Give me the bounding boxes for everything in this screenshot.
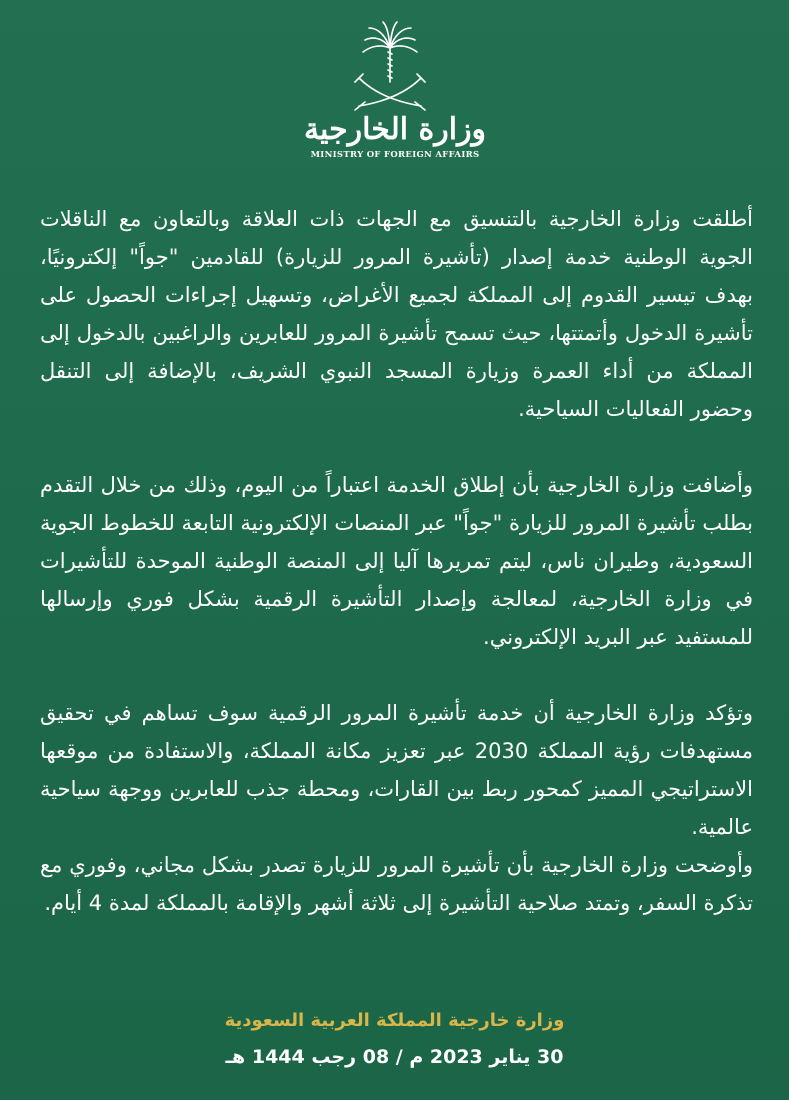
paragraph-4: وأوضحت وزارة الخارجية بأن تأشيرة المرور للزيارة تصدر بشكل مجاني، وفوري مع تذكرة السفر، وتمتد صلاحية التأشيرة إلى ثلاثة أشهر والإقامة بالمملكة لمدة 4 أيام. — [40, 853, 753, 915]
statement-body — [40, 200, 753, 922]
paragraph-1: أطلقت وزارة الخارجية بالتنسيق مع الجهات ذات العلاقة وبالتعاون مع الناقلات الجوية الوطنية خدمة إصدار (تأشيرة المرور للزيارة) للقادمين "جواً" إلكترونيًا، بهدف تيسير القدوم إلى المملكة لجميع الأغراض، وتسهيل إجراءات الحصول على تأشيرة الدخول وأتمتتها، حيث تسمح تأشيرة المرور للعابرين والراغبين بالدخول إلى المملكة من أداء العمرة وزيارة المسجد النبوي الشريف، بالإضافة إلى التنقل وحضور الفعاليات السياحية. — [40, 207, 753, 421]
ministry-name-english: MINISTRY OF FOREIGN AFFAIRS — [310, 150, 480, 160]
footer-organization: وزارة خارجية المملكة العربية السعودية — [224, 1010, 565, 1031]
paragraph-3: وتؤكد وزارة الخارجية أن خدمة تأشيرة المرور الرقمية سوف تساهم في تحقيق مستهدفات رؤية المملكة 2030 عبر تعزيز مكانة المملكة، والاستفادة من موقعها الاستراتيجي المميز كمحور ربط بين القارات، ومحطة جذب للعابرين ووجهة سياحية عالمية. — [40, 701, 753, 839]
paragraph-2: وأضافت وزارة الخارجية بأن إطلاق الخدمة اعتباراً من اليوم، وذلك من خلال التقدم بطلب تأشيرة المرور للزيارة "جواً" عبر المنصات الإلكترونية التابعة للخطوط الجوية السعودية، وطيران ناس، ليتم تمريرها آليا إلى المنصة الوطنية الموحدة للتأشيرات في وزارة الخارجية، لمعالجة وإصدار التأشيرة الرقمية بشكل فوري وإرسالها للمستفيد عبر البريد الإلكتروني. — [40, 473, 753, 649]
footer-date: 30 يناير 2023 م / 08 رجب 1444 هـ — [225, 1046, 564, 1068]
saudi-emblem-palm-swords-icon — [345, 20, 435, 115]
ministry-name-arabic: وزارة الخارجية — [303, 112, 487, 147]
